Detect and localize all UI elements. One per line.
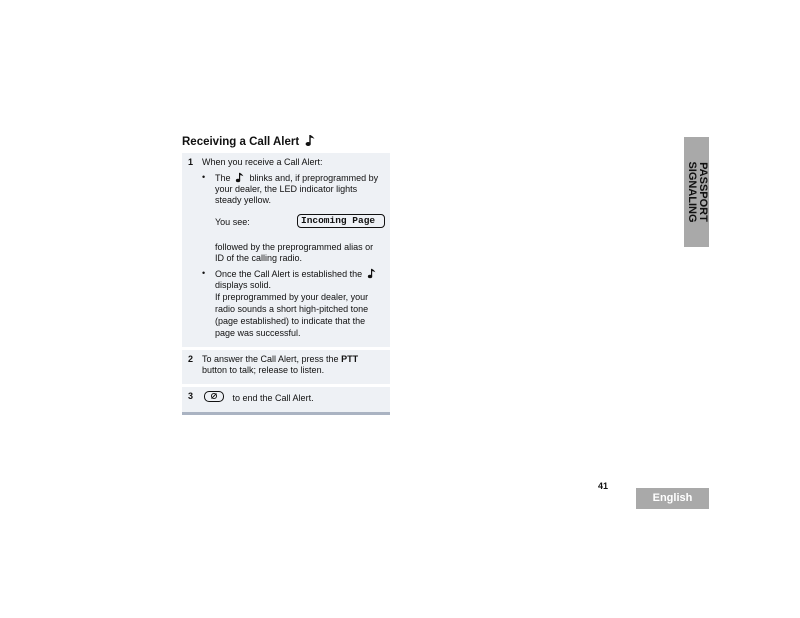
step-text-after: button to talk; release to listen. [202, 365, 325, 375]
music-note-icon [235, 172, 245, 183]
section-side-tab [684, 137, 709, 247]
section-title [182, 134, 316, 148]
display-screen: Incoming Page [297, 214, 385, 228]
bullet-extra: If preprogrammed by your dealer, your radio sounds a short high-pitched tone (page established) to indicate that the page was successful. [215, 292, 369, 338]
step-number: 2 [188, 354, 194, 364]
step-text: to end the Call Alert. [232, 393, 314, 403]
step-2 [182, 350, 390, 384]
side-tab-line1: PASSPORT [696, 162, 709, 222]
section-title-text: Receiving a Call Alert [182, 136, 300, 148]
bullet-dot: • [202, 268, 206, 278]
table-bottom-rule [182, 412, 390, 415]
bullet-text-after: blinks and, if preprogrammed by your dealer, the LED indicator lights steady yellow. [215, 173, 379, 205]
you-see-label: You see: [215, 217, 250, 227]
steps-table [182, 153, 390, 415]
followed-text: followed by the preprogrammed alias or ID of the calling radio. [215, 242, 374, 263]
home-button-icon [204, 391, 224, 402]
bullet-dot: • [202, 172, 206, 182]
bullet-text-before: The [215, 173, 231, 183]
music-note-icon [305, 134, 316, 147]
step-intro: When you receive a Call Alert: [202, 157, 323, 167]
step-3 [182, 387, 390, 412]
step-text-before: To answer the Call Alert, press the [202, 354, 339, 364]
step-number: 3 [188, 391, 194, 401]
bullet-item [202, 172, 384, 264]
bullet-item [202, 268, 384, 339]
you-see-row [215, 214, 384, 232]
music-note-icon [367, 268, 377, 279]
page-number: 41 [598, 481, 609, 491]
language-tab: English [636, 488, 709, 509]
bullet-text-after: displays solid. [215, 280, 272, 290]
step-1 [182, 153, 390, 347]
bullet-text-before: Once the Call Alert is established the [215, 269, 363, 279]
ptt-label: PTT [341, 354, 359, 364]
side-tab-line2: SIGNALING [685, 161, 698, 223]
step-number: 1 [188, 157, 194, 167]
